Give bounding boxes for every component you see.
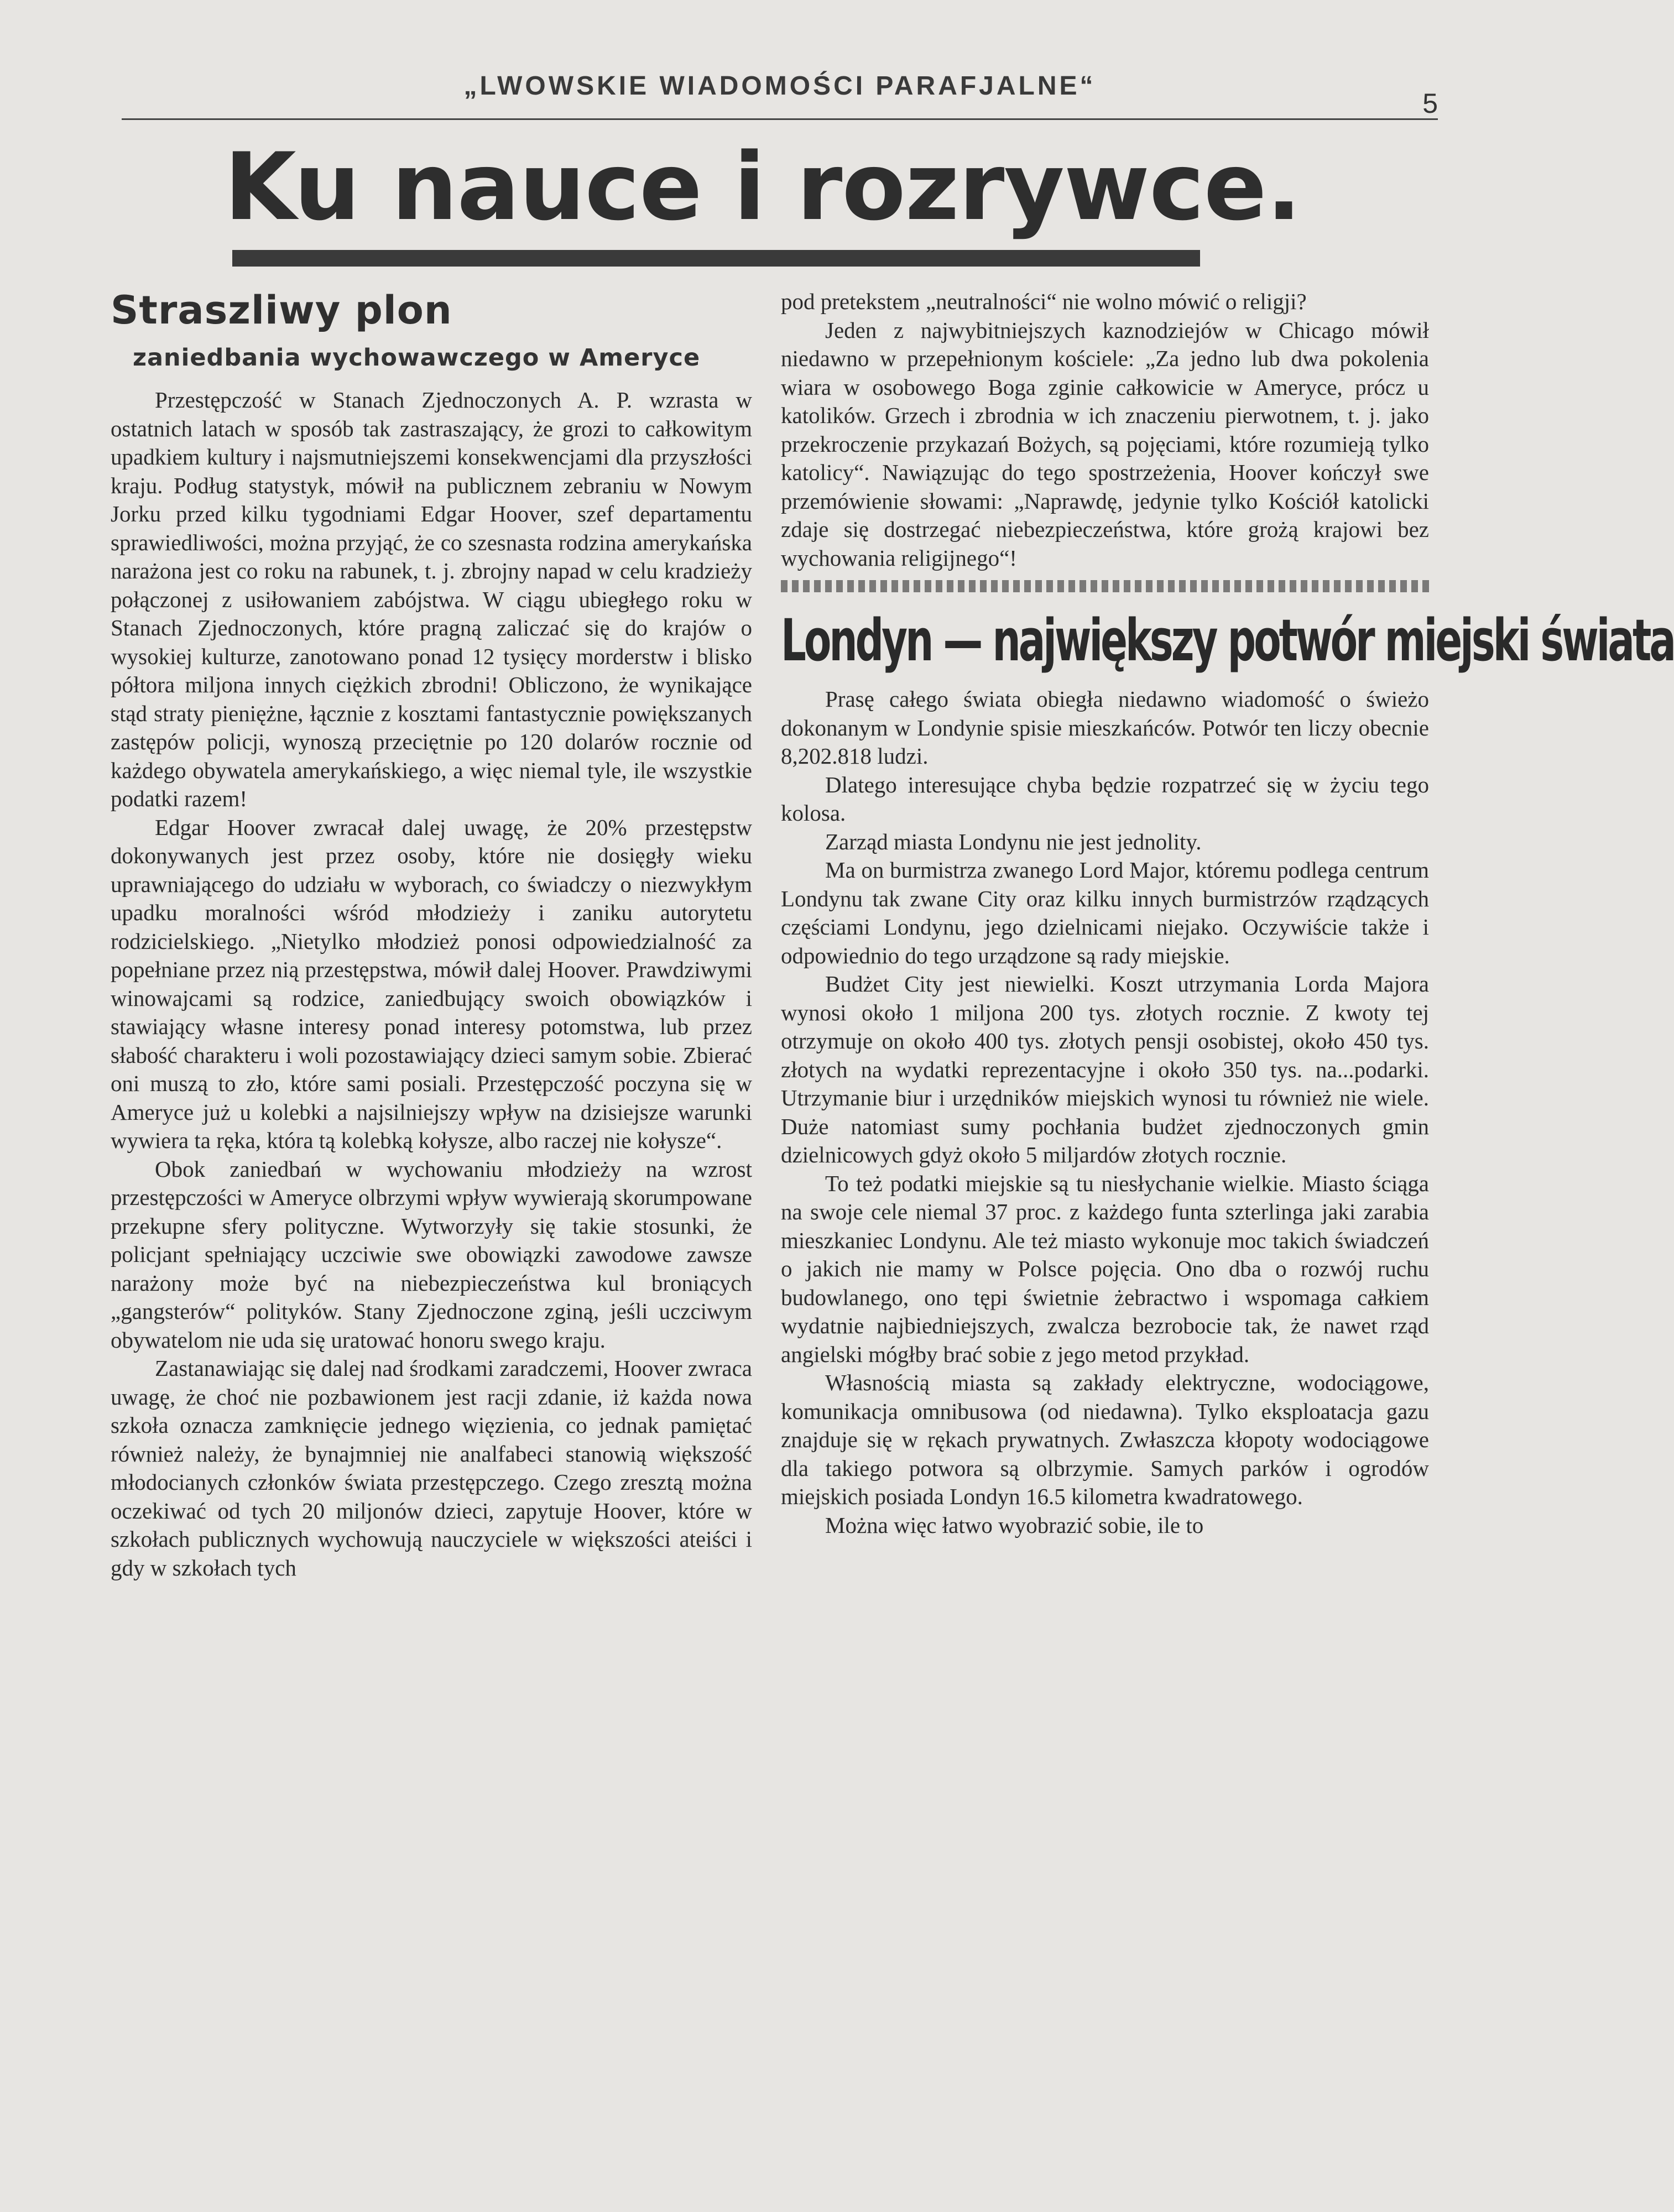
paragraph: Ma on burmistrza zwanego Lord Major, któremu podlega centrum Londynu tak zwane City oraz kilku innych burmistrzów rządzących częściami Londynu, jego dzielnicami niejako. Oczywiście także i odpowiednio do tego urządzone są rady miejskie. <box>781 857 1429 968</box>
title-rule <box>232 250 1200 267</box>
article-title: Straszliwy plon <box>111 288 452 333</box>
paragraph: Własnością miasta są zakłady elektryczne, wodociągowe, komunikacja omnibusowa (od niedawna). Tylko eksploatacja gazu znajduje się w rękach prywatnych. Zwłaszcza kłopoty wodociągowe dla takiego potwora są olbrzymie. Samych parków i ogrodów miejskich posiada Londyn 16.5 kilometra kwadratowego. <box>781 1370 1429 1509</box>
paragraph: Można więc łatwo wyobrazić sobie, ile to <box>825 1512 1204 1538</box>
paragraph: Zarząd miasta Londynu nie jest jednolity. <box>825 828 1202 854</box>
paragraph: Edgar Hoover zwracał dalej uwagę, że 20% przestępstw dokonywanych jest przez osoby, które nie dosięgły wieku uprawniającego do udziału w wyborach, co świadczy o niezwykłym upadku moralności wśród młodzieży i zaniku autorytetu rodzicielskiego. „Nietylko młodzież ponosi odpowiedzialność za popełniane przez nią przestępstwa, mówił dalej Hoover. Prawdziwymi winowajcami są rodzice, zaniedbujący swoich obowiązków i stawiający własne interesy ponad interesy potomstwa, lub przez słabość charakteru i woli pozostawiający dzieci samym sobie. Zbierać oni muszą to zło, które sami posiali. Przestępczość poczyna się w Ameryce już u kolebki a najsilniejszy wpływ na dzisiejsze warunki wywiera ta ręka, która tą kolebką kołysze, albo raczej nie kołysze“. <box>111 814 752 1153</box>
paragraph: Obok zaniedbań w wychowaniu młodzieży na wzrost przestępczości w Ameryce olbrzymi wpływ wywierają skorumpowane przekupne sfery polityczne. Wytworzyły się takie stosunki, że policjant spełniający uczciwie swe obowiązki zawodowe zawsze narażony może być na niebezpieczeństwa kul broniących „gangsterów“ polityków. Stany Zjednoczone zginą, jeśli uczciwym obywatelom nie uda się uratować honoru swego kraju. <box>111 1156 752 1353</box>
section-title: Ku nauce i rozrywce. <box>224 133 1301 241</box>
article-title: Londyn — największy potwór miejski świata <box>781 607 1674 674</box>
paragraph: Prasę całego świata obiegła niedawno wiadomość o świeżo dokonanym w Londynie spisie mieszkańców. Potwór ten liczy obecnie 8,202.818 ludzi. <box>781 686 1429 769</box>
journal-name: „LWOWSKIE WIADOMOŚCI PARAFJALNE“ <box>463 71 1096 101</box>
paragraph: Budżet City jest niewielki. Koszt utrzymania Lorda Majora wynosi około 1 miljona 200 tys. złotych rocznie. Z kwoty tej otrzymuje on około 400 tys. złotych pensji osobistej, około 450 tys. złotych na wydatki reprezentacyjne i około 350 tys. na...podarki. Utrzymanie biur i urzędników miejskich wynosi tu również nie wiele. Duże natomiast sumy pochłania budżet zjednoczonych gmin dzielnicowych gdyż około 5 miljardów złotych rocznie. <box>781 971 1429 1167</box>
article-body-continuation <box>781 288 1429 572</box>
ornamental-divider <box>781 580 1429 592</box>
paragraph: Zastanawiając się dalej nad środkami zaradczemi, Hoover zwraca uwagę, że choć nie pozbawionem jest racji zdanie, iż każda nowa szkoła oznacza zamknięcie jednego więzienia, co jednak pamiętać również należy, że bynajmniej nie analfabeci stanowią większość młodocianych członków świata przestępczego. Czego zresztą można oczekiwać od tych 20 miljonów dzieci, zapytuje Hoover, które w szkołach publicznych wychowują nauczyciele w większości ateiści i gdy w szkołach tych <box>111 1355 752 1580</box>
article-body <box>781 685 1429 1540</box>
right-column <box>781 288 1674 1540</box>
page-number: 5 <box>1422 88 1438 119</box>
paragraph: Jeden z najwybitniejszych kaznodziejów w Chicago mówił niedawno w przepełnionym kościele: „Za jedno lub dwa pokolenia wiara w osobowego Boga zginie całkowicie w Ameryce, prócz u katolików. Grzech i zbrodnia w ich znaczeniu pierwotnem, t. j. jako przekroczenie przykazań Bożych, są pojęciami, które rozumieją tylko katolicy“. Nawiązując do tego spostrzeżenia, Hoover kończył swe przemówienie słowami: „Naprawdę, jedynie tylko Kościół katolicki zdaje się dostrzegać niebezpieczeństwa, które grożą krajowi bez wychowania religijnego“! <box>781 317 1429 571</box>
paragraph: pod pretekstem „neutralności“ nie wolno mówić o religji? <box>781 289 1307 314</box>
left-column <box>111 288 752 1582</box>
article-body <box>111 386 752 1582</box>
paragraph: To też podatki miejskie są tu niesłychanie wielkie. Miasto ściąga na swoje cele niemal 37 proc. z każdego funta szterlinga jaki zarabia mieszkaniec Londynu. Ale też miasto wykonuje moc takich świadczeń o jakich nie mamy w Polsce pojęcia. Ono dba o rozwój ruchu budowlanego, ono tępi świetnie żebractwo i wspomaga całkiem wydatnie najbiedniejszych, zwalcza bezrobocie tak, że nawet rząd angielski mógłby brać sobie z jego metod przykład. <box>781 1170 1429 1367</box>
article-subtitle: zaniedbania wychowawczego w Ameryce <box>133 344 701 372</box>
paragraph: Dlatego interesujące chyba będzie rozpatrzeć się w życiu tego kolosa. <box>781 771 1429 826</box>
paragraph: Przestępczość w Stanach Zjednoczonych A. P. wzrasta w ostatnich latach w sposób tak zastraszający, że grozi to całkowitym upadkiem kultury i najsmutniejszemi konsekwencjami dla przyszłości kraju. Podług statystyk, mówił na publicznem zebraniu w Nowym Jorku przed kilku tygodniami Edgar Hoover, szef departamentu sprawiedliwości, można przyjąć, że co szesnasta rodzina amerykańska narażona jest co roku na rabunek, t. j. zbrojny napad w celu kradzieży połączonej z usiłowaniem zabójstwa. W ciągu ubiegłego roku w Stanach Zjednoczonych, które pragną zaliczać się do krajów o wysokiej kulturze, zanotowano ponad 12 tysięcy morderstw i blisko półtora miljona innych ciężkich zbrodni! Obliczono, że wynikające stąd straty pieniężne, łącznie z kosztami fantastycznie powiększanych zastępów policji, wynoszą przeciętnie po 120 dolarów rocznie od każdego obywatela amerykańskiego, a więc niemal tyle, ile wszystkie podatki razem! <box>111 387 752 811</box>
running-header <box>122 65 1438 120</box>
